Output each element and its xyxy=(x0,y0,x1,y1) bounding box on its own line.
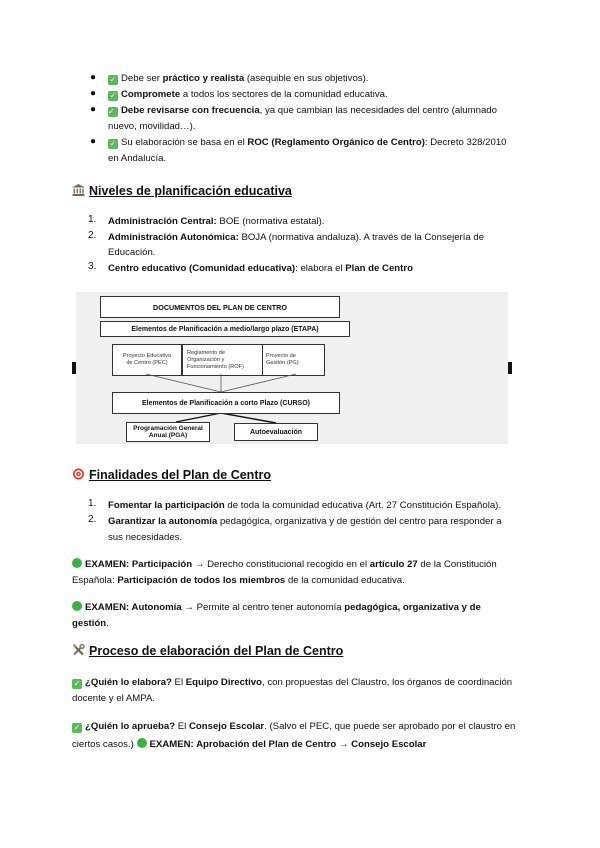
list-number: 2. xyxy=(88,230,97,241)
list-number: 2. xyxy=(88,514,97,525)
quien-elabora-line2: docente y el AMPA. xyxy=(72,693,156,704)
check-icon: ✓ xyxy=(109,75,117,84)
check-icon: ✓ xyxy=(73,679,81,688)
check-icon: ✓ xyxy=(109,139,117,148)
bullet-dot: ● xyxy=(90,88,97,99)
list-number: 1. xyxy=(88,214,97,225)
check-icon: ✓ xyxy=(109,91,117,100)
green-circle-icon xyxy=(72,558,82,568)
section-heading-finalidades: Finalidades del Plan de Centro xyxy=(72,468,271,482)
diagram-pg: Proyecto de Gestión (PG) xyxy=(262,344,325,376)
exam-autonomia-line2: gestión. xyxy=(72,618,109,629)
diagram-title: DOCUMENTOS DEL PLAN DE CENTRO xyxy=(100,296,340,318)
bank-icon xyxy=(72,184,85,196)
target-icon xyxy=(72,468,85,480)
nivel-2-line2: Educación. xyxy=(108,247,156,258)
list-number: 3. xyxy=(88,261,97,272)
bullet-4: ✓ Su elaboración se basa en el ROC (Reglamento Orgánico de Centro): Decreto 328/2010 xyxy=(109,137,507,148)
exam-participacion: EXAMEN: Participación → Derecho constitucional recogido en el artículo 27 de la Constitución xyxy=(72,557,528,573)
diagram-edge-mark xyxy=(508,362,512,374)
bullet-dot: ● xyxy=(90,136,97,147)
exam-autonomia: EXAMEN: Autonomía → Permite al centro tener autonomía pedagógica, organizativa y de xyxy=(72,600,528,616)
finalidad-2-line2: sus necesidades. xyxy=(108,532,183,543)
check-icon: ✓ xyxy=(108,107,118,117)
diagram-pga: Programación General Anual (PGA) xyxy=(126,422,210,442)
diagram-pec: Proyecto Educativo de Centro (PEC) xyxy=(112,344,182,376)
exam-participacion-line2: Española: Participación de todos los miembros de la comunidad educativa. xyxy=(72,575,405,586)
diagram-rof: Reglamento de Organización y Funcionamiento (ROF) xyxy=(182,344,264,376)
section-heading-proceso: Proceso de elaboración del Plan de Centro xyxy=(72,644,343,658)
nivel-1: Administración Central: BOE (normativa estatal). xyxy=(108,216,325,227)
finalidad-1: Fomentar la participación de toda la comunidad educativa (Art. 27 Constitución Española). xyxy=(108,500,502,511)
bullet-4-line2: en Andalucía. xyxy=(108,153,167,164)
bullet-3-line2: nuevo, movilidad…). xyxy=(108,121,196,132)
bullet-1: ✓ Debe ser práctico y realista (asequible en sus objetivos). xyxy=(109,73,369,84)
bullet-3: ✓ Debe revisarse con frecuencia, ya que cambian las necesidades del centro (alumnado xyxy=(108,105,497,116)
diagram-short-term: Elementos de Planificación a corto Plazo (CURSO) xyxy=(112,392,340,414)
plan-centro-diagram xyxy=(76,292,508,444)
tools-icon xyxy=(72,644,85,656)
quien-aprueba-line2: ciertos casos.) EXAMEN: Aprobación del Plan de Centro → Consejo Escolar xyxy=(72,739,427,750)
nivel-3: Centro educativo (Comunidad educativa): elabora el Plan de Centro xyxy=(108,263,413,274)
diagram-long-term: Elementos de Planificación a medio/largo plazo (ETAPA) xyxy=(100,321,350,337)
finalidad-2: Garantizar la autonomía pedagógica, organizativa y de gestión del centro para responder a xyxy=(108,516,502,527)
bullet-dot: ● xyxy=(90,72,97,83)
diagram-autoevaluacion: Autoevaluación xyxy=(234,423,318,441)
list-number: 1. xyxy=(88,498,97,509)
bullet-2: ✓ Compromete a todos los sectores de la comunidad educativa. xyxy=(109,89,388,100)
nivel-2: Administración Autonómica: BOJA (normativa andaluza). A través de la Consejería de xyxy=(108,232,485,243)
quien-elabora: ✓ ¿Quién lo elabora? El Equipo Directivo, con propuestas del Claustro, los órganos de coordinación xyxy=(73,677,513,688)
bullet-dot: ● xyxy=(90,104,97,115)
green-circle-icon xyxy=(137,738,147,748)
green-circle-icon xyxy=(72,601,82,611)
section-heading-niveles: Niveles de planificación educativa xyxy=(72,184,292,198)
check-icon: ✓ xyxy=(73,723,81,732)
quien-aprueba: ✓ ¿Quién lo aprueba? El Consejo Escolar. (Salvo el PEC, que puede ser aprobado por el claustro en xyxy=(73,721,516,732)
